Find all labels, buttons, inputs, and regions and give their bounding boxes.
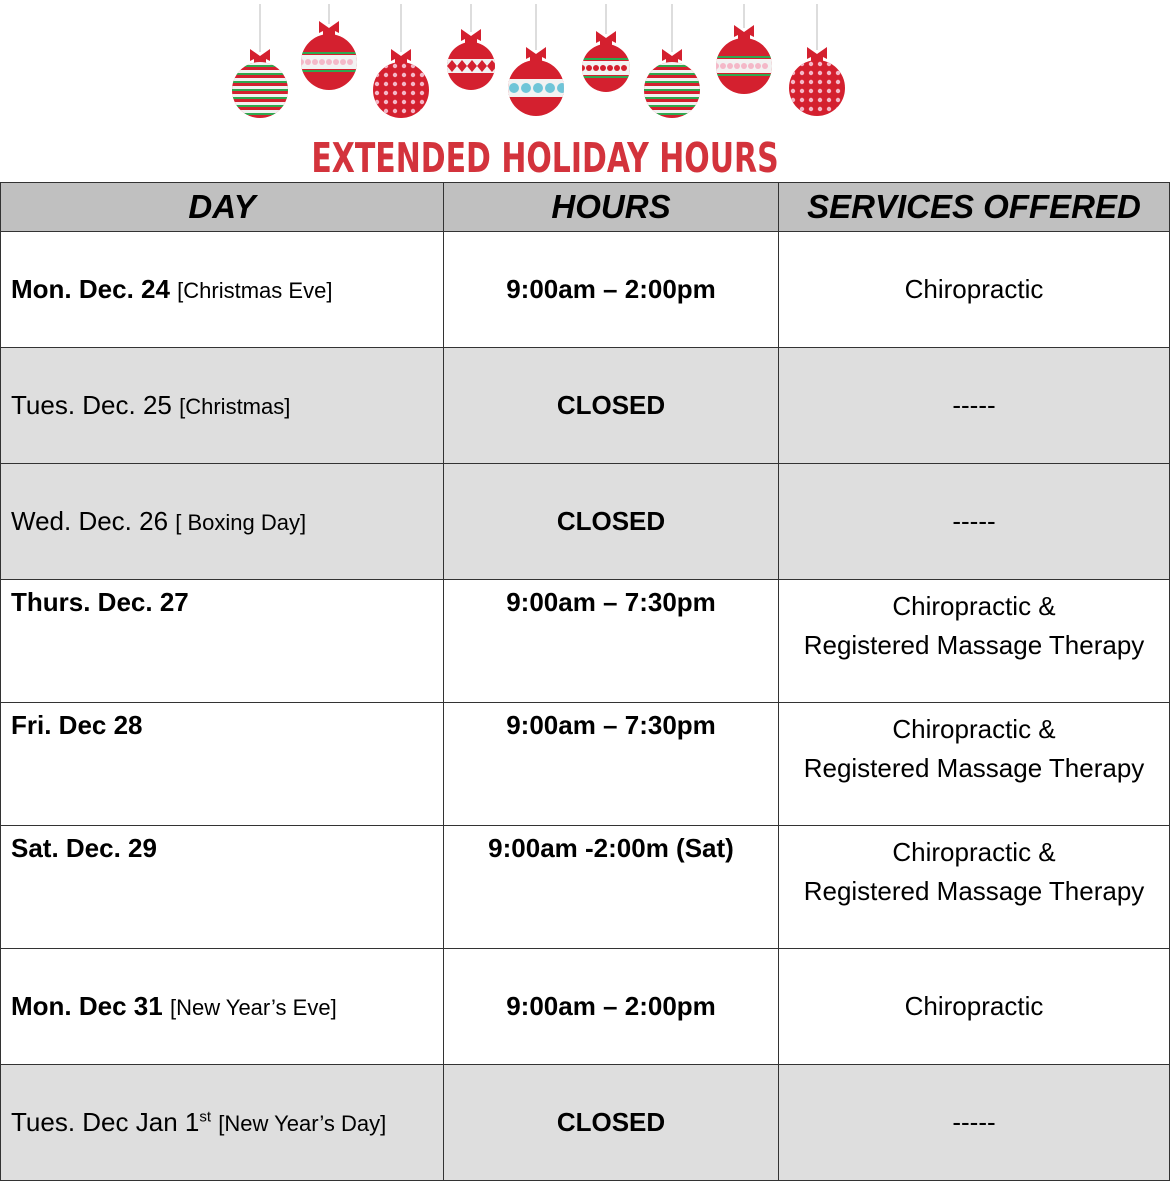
table-header-row [1, 183, 1170, 232]
christmas-ornament-icon [232, 4, 288, 118]
christmas-ornament-icon [373, 4, 433, 122]
ornament-garland [0, 0, 1172, 134]
day-cell [1, 232, 444, 348]
services-cell [779, 348, 1170, 464]
christmas-ornament-icon [713, 4, 772, 94]
service-line: ----- [952, 1107, 996, 1137]
day-label: Thurs. Dec. 27 [11, 587, 189, 617]
day-cell [1, 348, 444, 464]
day-note: [ Boxing Day] [175, 510, 307, 535]
christmas-ornament-icon [298, 4, 357, 90]
day-label: Tues. Dec Jan 1 [11, 1107, 200, 1137]
header-hours: HOURS [444, 183, 779, 232]
table-row [1, 826, 1170, 949]
day-label: Mon. Dec. 24 [11, 274, 170, 304]
services-cell [779, 232, 1170, 348]
banner-title: EXTENDED HOLIDAY HOURS [311, 134, 779, 182]
service-line: Chiropractic & [892, 837, 1056, 867]
hours-cell: CLOSED [444, 1065, 779, 1181]
hours-cell: 9:00am – 2:00pm [444, 949, 779, 1065]
table-row [1, 1065, 1170, 1181]
services-cell [779, 826, 1170, 949]
day-label: Fri. Dec 28 [11, 710, 143, 740]
header-services: SERVICES OFFERED [779, 183, 1170, 232]
table-row [1, 348, 1170, 464]
service-line: Registered Massage Therapy [803, 753, 1145, 783]
table-row [1, 232, 1170, 348]
holiday-banner [0, 0, 1172, 183]
day-cell [1, 1065, 444, 1181]
day-cell [1, 826, 444, 949]
service-line: Chiropractic & [892, 714, 1056, 744]
day-ordinal-suffix: st [199, 1108, 212, 1126]
services-cell [779, 949, 1170, 1065]
day-cell [1, 580, 444, 703]
day-note: [New Year’s Day] [218, 1111, 387, 1136]
day-note: [Christmas] [179, 394, 291, 419]
hours-cell: CLOSED [444, 348, 779, 464]
christmas-ornament-icon [579, 4, 630, 92]
christmas-ornament-icon [508, 4, 567, 116]
table-row [1, 703, 1170, 826]
service-line: Registered Massage Therapy [803, 876, 1145, 906]
day-cell [1, 949, 444, 1065]
services-cell [779, 580, 1170, 703]
services-cell [779, 703, 1170, 826]
day-note: [New Year’s Eve] [169, 995, 337, 1020]
hours-cell: 9:00am – 7:30pm [444, 580, 779, 703]
day-label: Tues. Dec. 25 [11, 390, 172, 420]
christmas-ornament-icon [644, 4, 700, 118]
service-line: Chiropractic & [892, 591, 1056, 621]
service-line: Chiropractic [904, 991, 1044, 1021]
holiday-hours-table [0, 182, 1170, 1181]
hours-cell: 9:00am – 7:30pm [444, 703, 779, 826]
day-cell [1, 464, 444, 580]
service-line: ----- [952, 506, 996, 536]
service-line: Chiropractic [904, 274, 1044, 304]
header-day: DAY [1, 183, 444, 232]
day-label: Sat. Dec. 29 [11, 833, 157, 863]
table-row [1, 464, 1170, 580]
table-row [1, 580, 1170, 703]
service-line: Registered Massage Therapy [803, 630, 1145, 660]
table-row [1, 949, 1170, 1065]
christmas-ornament-icon [447, 4, 497, 90]
hours-cell: CLOSED [444, 464, 779, 580]
hours-cell: 9:00am -2:00m (Sat) [444, 826, 779, 949]
services-cell [779, 464, 1170, 580]
day-cell [1, 703, 444, 826]
christmas-ornament-icon [789, 4, 849, 120]
services-cell [779, 1065, 1170, 1181]
day-label: Mon. Dec 31 [11, 991, 163, 1021]
service-line: ----- [952, 390, 996, 420]
hours-cell: 9:00am – 2:00pm [444, 232, 779, 348]
day-label: Wed. Dec. 26 [11, 506, 169, 536]
day-note: [Christmas Eve] [177, 278, 333, 303]
